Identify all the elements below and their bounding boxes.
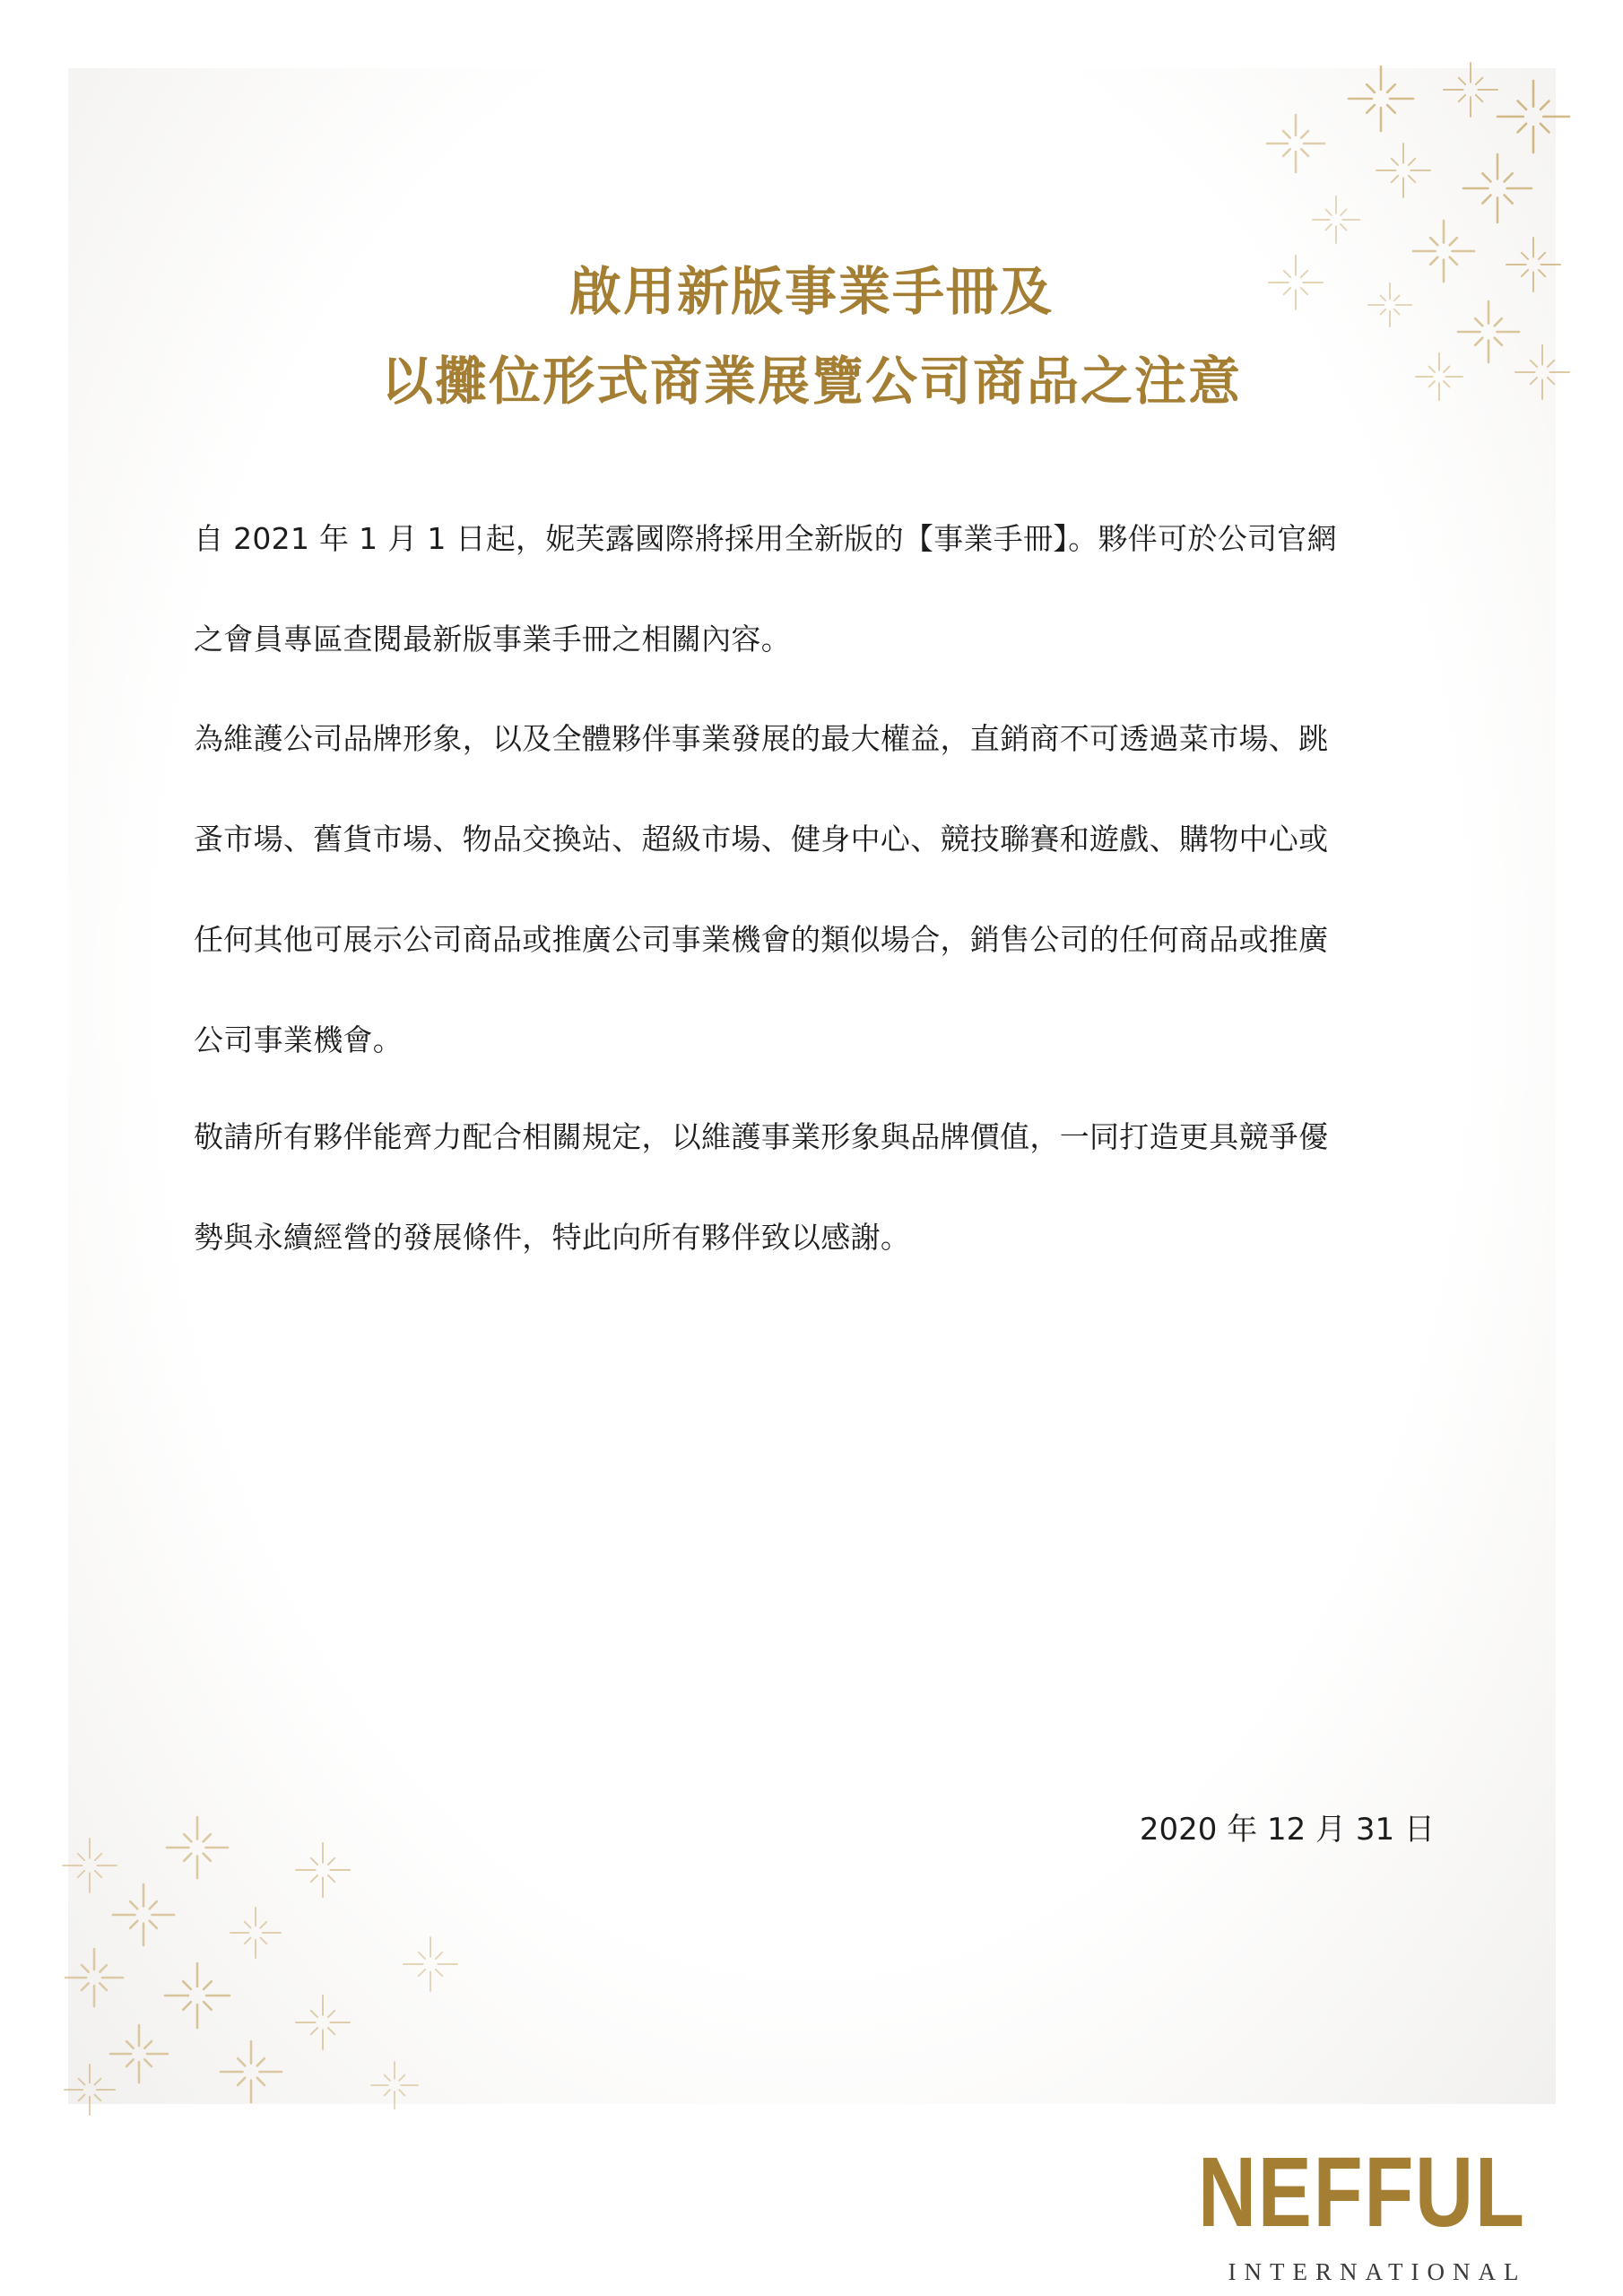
paragraph-line: 為維護公司品牌形象，以及全體夥伴事業發展的最大權益，直銷商不可透過菜市場、跳 (194, 721, 1329, 756)
paragraph-line: 蚤市場、舊貨市場、物品交換站、超級市場、健身中心、競技聯賽和遊戲、購物中心或 (194, 822, 1329, 857)
sparkle-icon (1463, 154, 1532, 222)
nefful-logo (1198, 2137, 1557, 2296)
paragraph-2 (194, 689, 1328, 1091)
sparkle-icon (110, 2025, 168, 2083)
sparkle-icon (1497, 81, 1569, 152)
sparkle-icon (1313, 196, 1359, 243)
sparkle-icon (296, 1996, 350, 2049)
paragraph-line: 勢與永續經營的發展條件，特此向所有夥伴致以感謝。 (194, 1220, 911, 1255)
logo-wordmark: NEFFUL (1198, 2137, 1526, 2248)
document-title (0, 247, 1623, 426)
title-line-2: 以攤位形式商業展覽公司商品之注意 (380, 351, 1242, 412)
title-line-1: 啟用新版事業手冊及 (568, 261, 1054, 322)
paragraph-line: 公司事業機會。 (194, 1022, 404, 1057)
sparkle-icon (404, 1937, 457, 1991)
sparkle-icon (221, 2041, 282, 2102)
paragraph-3 (194, 1087, 1328, 1288)
logo-subtitle: INTERNATIONAL (1228, 2258, 1527, 2285)
sparkle-icon (230, 1908, 281, 1958)
sparkle-icon (165, 1963, 230, 2028)
sparkle-icon (1349, 66, 1413, 131)
sparkle-icon (65, 1949, 123, 2006)
sparkle-icon (65, 2065, 115, 2115)
document-date: 2020 年 12 月 31 日 (1139, 1812, 1435, 1848)
sparkle-icon (1267, 115, 1324, 172)
paragraph-1 (194, 489, 1337, 690)
paragraph-line: 敬請所有夥伴能齊力配合相關規定，以維護事業形象與品牌價值，一同打造更具競爭優 (194, 1119, 1329, 1154)
sparkle-icon (296, 1843, 350, 1897)
sparkle-icon (371, 2062, 418, 2109)
sparkle-icon (63, 1839, 117, 1892)
paragraph-line: 任何其他可展示公司商品或推廣公司事業機會的類似場合，銷售公司的任何商品或推廣 (194, 922, 1329, 957)
sparkle-icon (1444, 63, 1497, 117)
sparkle-icon (113, 1884, 174, 1945)
sparkle-icon (1376, 144, 1430, 197)
sparkle-pattern-icon (63, 1830, 475, 2108)
paragraph-line: 之會員專區查閱最新版事業手冊之相關內容。 (194, 622, 791, 657)
paragraph-line: 自 2021 年 1 月 1 日起，妮芙露國際將採用全新版的【事業手冊】。夥伴可於公司官網 (194, 521, 1337, 556)
